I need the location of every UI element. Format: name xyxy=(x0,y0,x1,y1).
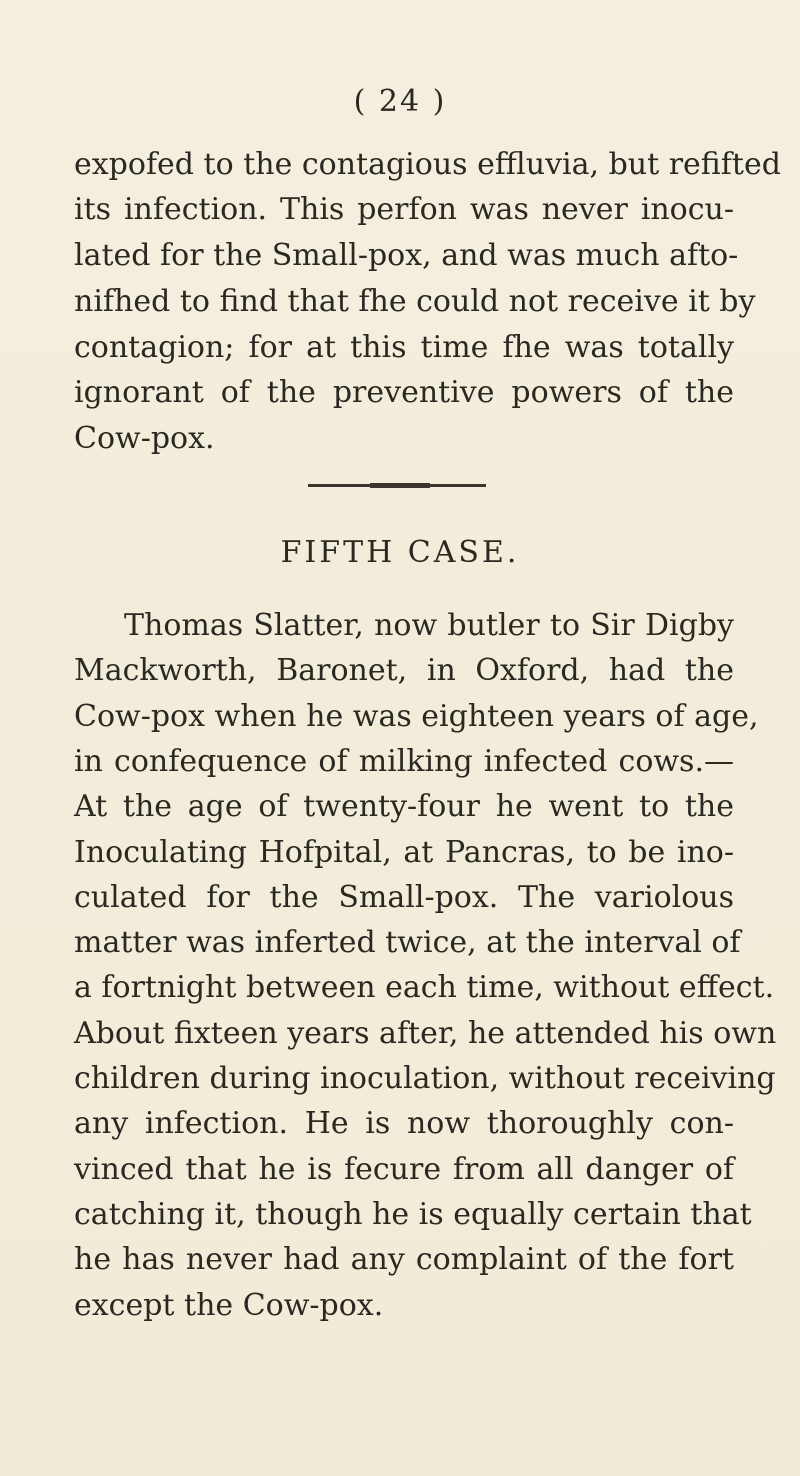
text-line: nifhed to find that fhe could not receive it by xyxy=(74,284,756,319)
text-line: children during inoculation, without receiving xyxy=(74,1061,776,1096)
text-line: matter was inferted twice, at the interval of xyxy=(74,925,741,960)
text-line: Mackworth, Baronet, in Oxford, had the xyxy=(74,653,734,688)
text-line: contagion; for at this time fhe was totally xyxy=(74,330,734,365)
text-line: any infection. He is now thoroughly con- xyxy=(74,1106,734,1141)
case-heading: FIFTH CASE. xyxy=(280,535,520,570)
text-line: Cow-pox when he was eighteen years of age, xyxy=(74,699,759,734)
text-line: its infection. This perfon was never inocu- xyxy=(74,192,734,227)
text-line: catching it, though he is equally certain that xyxy=(74,1197,752,1232)
text-line: About fixteen years after, he attended his own xyxy=(74,1016,777,1051)
text-line: except the Cow-pox. xyxy=(74,1288,384,1323)
text-line: lated for the Small-pox, and was much afto- xyxy=(74,238,739,273)
text-line: culated for the Small-pox. The variolous xyxy=(74,880,734,915)
page-number: ( 24 ) xyxy=(353,84,447,119)
text-line: Inoculating Hofpital, at Pancras, to be ino- xyxy=(74,835,734,870)
text-line: vinced that he is fecure from all danger of xyxy=(74,1152,734,1187)
section-divider-rule xyxy=(308,484,486,487)
text-line: a fortnight between each time, without effect. xyxy=(74,970,775,1005)
text-line: he has never had any complaint of the fort xyxy=(74,1242,734,1277)
text-line: At the age of twenty-four he went to the xyxy=(74,789,734,824)
text-line: Cow-pox. xyxy=(74,421,215,456)
paragraph-first-line: Thomas Slatter, now butler to Sir Digby xyxy=(124,608,734,643)
text-line: expofed to the contagious effluvia, but refifted xyxy=(74,147,781,182)
text-line: in confequence of milking infected cows.— xyxy=(74,744,734,779)
text-line: ignorant of the preventive powers of the xyxy=(74,375,734,410)
